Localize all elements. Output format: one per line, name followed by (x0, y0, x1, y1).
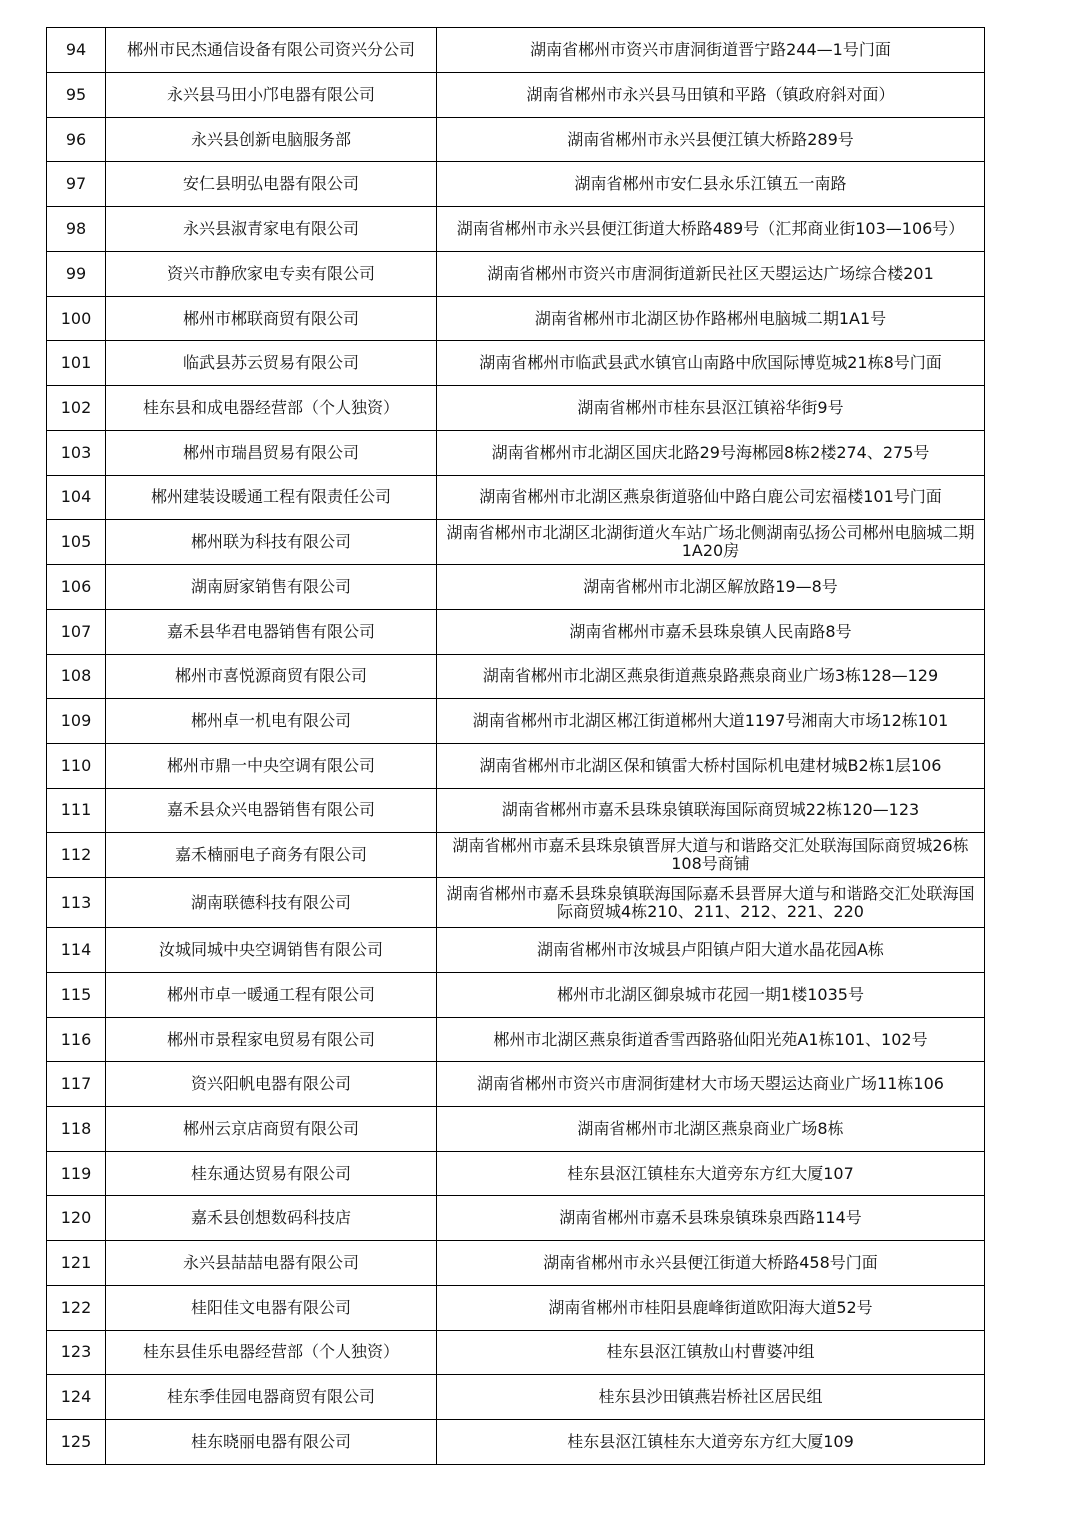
company-name: 嘉禾楠丽电子商务有限公司 (106, 833, 437, 878)
company-name: 郴州云京店商贸有限公司 (106, 1107, 437, 1152)
company-name: 桂东晓丽电器有限公司 (106, 1419, 437, 1464)
table-row (47, 386, 985, 431)
row-number: 97 (47, 162, 106, 207)
company-address: 桂东县沤江镇敖山村曹婆冲组 (437, 1330, 985, 1375)
company-address: 湖南省郴州市北湖区郴江街道郴州大道1197号湘南大市场12栋101 (437, 699, 985, 744)
company-name: 郴州市民杰通信设备有限公司资兴分公司 (106, 28, 437, 73)
company-address: 湖南省郴州市北湖区燕泉商业广场8栋 (437, 1107, 985, 1152)
table-row (47, 1017, 985, 1062)
company-name: 郴州联为科技有限公司 (106, 520, 437, 565)
company-address: 湖南省郴州市北湖区解放路19—8号 (437, 565, 985, 610)
company-address: 湖南省郴州市资兴市唐洞街道晋宁路244—1号门面 (437, 28, 985, 73)
company-name: 郴州市郴联商贸有限公司 (106, 296, 437, 341)
row-number: 104 (47, 475, 106, 520)
company-address: 湖南省郴州市安仁县永乐江镇五一南路 (437, 162, 985, 207)
table-row (47, 1062, 985, 1107)
company-name: 资兴阳帆电器有限公司 (106, 1062, 437, 1107)
company-name: 湖南联德科技有限公司 (106, 878, 437, 928)
row-number: 118 (47, 1107, 106, 1152)
table-row (47, 1241, 985, 1286)
row-number: 110 (47, 743, 106, 788)
company-name: 桂东通达贸易有限公司 (106, 1151, 437, 1196)
table-row (47, 73, 985, 118)
row-number: 95 (47, 73, 106, 118)
table-row (47, 207, 985, 252)
row-number: 123 (47, 1330, 106, 1375)
table-row (47, 430, 985, 475)
company-address: 湖南省郴州市北湖区北湖街道火车站广场北侧湖南弘扬公司郴州电脑城二期1A20房 (437, 520, 985, 565)
row-number: 121 (47, 1241, 106, 1286)
company-address: 湖南省郴州市北湖区保和镇雷大桥村国际机电建材城B2栋1层106 (437, 743, 985, 788)
company-address: 郴州市北湖区御泉城市花园一期1楼1035号 (437, 973, 985, 1018)
table-row (47, 296, 985, 341)
company-name: 郴州市瑞昌贸易有限公司 (106, 430, 437, 475)
company-name: 郴州卓一机电有限公司 (106, 699, 437, 744)
company-address: 湖南省郴州市永兴县便江街道大桥路458号门面 (437, 1241, 985, 1286)
company-address: 湖南省郴州市嘉禾县珠泉镇联海国际嘉禾县晋屏大道与和谐路交汇处联海国际商贸城4栋210、211、212、221、220 (437, 878, 985, 928)
row-number: 117 (47, 1062, 106, 1107)
table-row (47, 520, 985, 565)
table-row (47, 28, 985, 73)
company-name: 湖南厨家销售有限公司 (106, 565, 437, 610)
row-number: 105 (47, 520, 106, 565)
row-number: 99 (47, 252, 106, 297)
row-number: 96 (47, 117, 106, 162)
table-row (47, 654, 985, 699)
row-number: 119 (47, 1151, 106, 1196)
company-name: 郴州市鼎一中央空调有限公司 (106, 743, 437, 788)
table-row (47, 1151, 985, 1196)
row-number: 107 (47, 609, 106, 654)
table-row (47, 117, 985, 162)
company-address: 湖南省郴州市北湖区国庆北路29号海郴园8栋2楼274、275号 (437, 430, 985, 475)
company-name: 郴州市卓一暖通工程有限公司 (106, 973, 437, 1018)
table-row (47, 788, 985, 833)
company-name: 资兴市静欣家电专卖有限公司 (106, 252, 437, 297)
company-address: 桂东县沤江镇桂东大道旁东方红大厦107 (437, 1151, 985, 1196)
company-address: 湖南省郴州市临武县武水镇官山南路中欣国际博览城21栋8号门面 (437, 341, 985, 386)
table-row (47, 162, 985, 207)
table-row (47, 475, 985, 520)
company-name: 临武县苏云贸易有限公司 (106, 341, 437, 386)
row-number: 125 (47, 1419, 106, 1464)
company-name: 永兴县马田小邝电器有限公司 (106, 73, 437, 118)
company-name: 桂东县佳乐电器经营部（个人独资） (106, 1330, 437, 1375)
table-row (47, 1285, 985, 1330)
table-row (47, 1330, 985, 1375)
table-row (47, 1196, 985, 1241)
row-number: 120 (47, 1196, 106, 1241)
table-row (47, 743, 985, 788)
company-address: 湖南省郴州市北湖区协作路郴州电脑城二期1A1号 (437, 296, 985, 341)
company-address: 湖南省郴州市嘉禾县珠泉镇人民南路8号 (437, 609, 985, 654)
table-row (47, 928, 985, 973)
company-name: 安仁县明弘电器有限公司 (106, 162, 437, 207)
company-name: 嘉禾县华君电器销售有限公司 (106, 609, 437, 654)
table-row (47, 341, 985, 386)
company-name: 郴州建装设暖通工程有限责任公司 (106, 475, 437, 520)
row-number: 100 (47, 296, 106, 341)
row-number: 116 (47, 1017, 106, 1062)
company-address: 湖南省郴州市嘉禾县珠泉镇珠泉西路114号 (437, 1196, 985, 1241)
company-address: 湖南省郴州市北湖区燕泉街道燕泉路燕泉商业广场3栋128—129 (437, 654, 985, 699)
row-number: 112 (47, 833, 106, 878)
company-address: 湖南省郴州市永兴县便江镇大桥路289号 (437, 117, 985, 162)
row-number: 124 (47, 1375, 106, 1420)
company-address: 湖南省郴州市嘉禾县珠泉镇联海国际商贸城22栋120—123 (437, 788, 985, 833)
row-number: 122 (47, 1285, 106, 1330)
company-name: 嘉禾县创想数码科技店 (106, 1196, 437, 1241)
company-name: 永兴县创新电脑服务部 (106, 117, 437, 162)
merchant-table-body (47, 28, 985, 1465)
company-name: 永兴县淑青家电有限公司 (106, 207, 437, 252)
company-address: 湖南省郴州市永兴县马田镇和平路（镇政府斜对面） (437, 73, 985, 118)
company-address: 桂东县沤江镇桂东大道旁东方红大厦109 (437, 1419, 985, 1464)
row-number: 113 (47, 878, 106, 928)
company-address: 湖南省郴州市北湖区燕泉街道骆仙中路白鹿公司宏福楼101号门面 (437, 475, 985, 520)
row-number: 94 (47, 28, 106, 73)
company-address: 湖南省郴州市资兴市唐洞街建材大市场天曌运达商业广场11栋106 (437, 1062, 985, 1107)
company-address: 桂东县沙田镇燕岩桥社区居民组 (437, 1375, 985, 1420)
merchant-table (46, 27, 985, 1465)
company-address: 湖南省郴州市资兴市唐洞街道新民社区天曌运达广场综合楼201 (437, 252, 985, 297)
row-number: 115 (47, 973, 106, 1018)
table-row (47, 609, 985, 654)
company-address: 湖南省郴州市汝城县卢阳镇卢阳大道水晶花园A栋 (437, 928, 985, 973)
company-address: 湖南省郴州市永兴县便江街道大桥路489号（汇邦商业街103—106号） (437, 207, 985, 252)
company-address: 湖南省郴州市桂东县沤江镇裕华街9号 (437, 386, 985, 431)
table-row (47, 973, 985, 1018)
company-name: 桂阳佳文电器有限公司 (106, 1285, 437, 1330)
row-number: 101 (47, 341, 106, 386)
row-number: 114 (47, 928, 106, 973)
row-number: 103 (47, 430, 106, 475)
row-number: 106 (47, 565, 106, 610)
table-row (47, 878, 985, 928)
table-row (47, 1419, 985, 1464)
company-name: 永兴县喆喆电器有限公司 (106, 1241, 437, 1286)
table-row (47, 565, 985, 610)
company-name: 郴州市景程家电贸易有限公司 (106, 1017, 437, 1062)
company-address: 湖南省郴州市桂阳县鹿峰街道欧阳海大道52号 (437, 1285, 985, 1330)
company-name: 汝城同城中央空调销售有限公司 (106, 928, 437, 973)
row-number: 109 (47, 699, 106, 744)
company-name: 桂东季佳园电器商贸有限公司 (106, 1375, 437, 1420)
row-number: 98 (47, 207, 106, 252)
table-row (47, 252, 985, 297)
row-number: 108 (47, 654, 106, 699)
row-number: 102 (47, 386, 106, 431)
table-row (47, 1375, 985, 1420)
company-name: 桂东县和成电器经营部（个人独资） (106, 386, 437, 431)
company-address: 郴州市北湖区燕泉街道香雪西路骆仙阳光苑A1栋101、102号 (437, 1017, 985, 1062)
table-row (47, 699, 985, 744)
table-row (47, 1107, 985, 1152)
company-name: 嘉禾县众兴电器销售有限公司 (106, 788, 437, 833)
row-number: 111 (47, 788, 106, 833)
company-address: 湖南省郴州市嘉禾县珠泉镇晋屏大道与和谐路交汇处联海国际商贸城26栋108号商铺 (437, 833, 985, 878)
company-name: 郴州市喜悦源商贸有限公司 (106, 654, 437, 699)
table-row (47, 833, 985, 878)
